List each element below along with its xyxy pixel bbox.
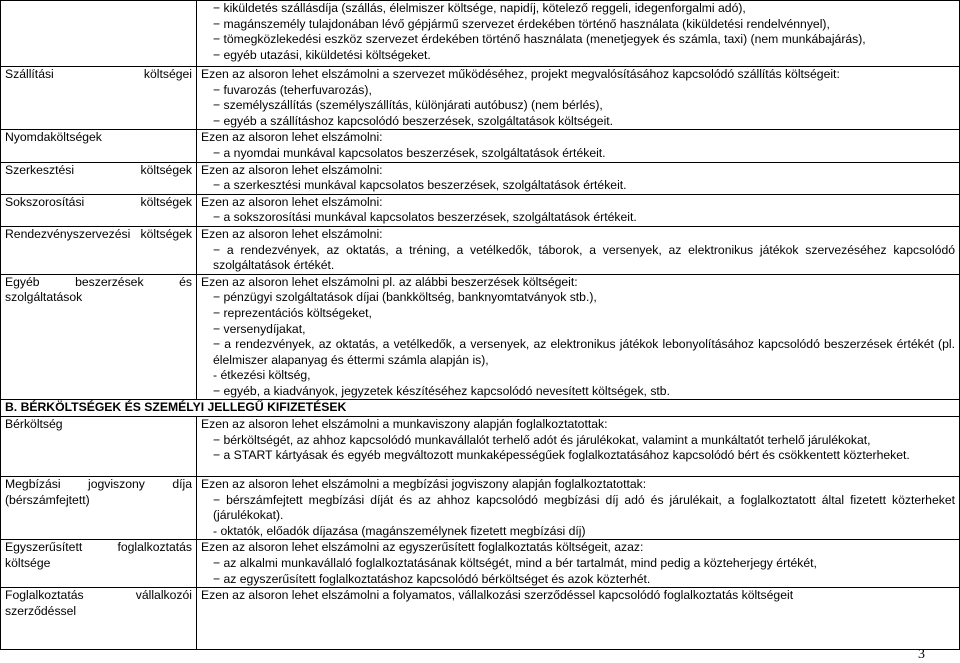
description-intro: Ezen az alsoron lehet elszámolni: bbox=[201, 162, 383, 177]
list-item: − fuvarozás (teherfuvarozás), bbox=[213, 82, 372, 97]
list-item: − személyszállítás (személyszállítás, különjárati autóbusz) (nem bérlés), bbox=[213, 98, 603, 113]
row-description bbox=[197, 130, 960, 162]
row-label: Rendezvényszervezési költségek bbox=[1, 226, 197, 274]
cost-table-section-b-header bbox=[1, 400, 960, 417]
row-description bbox=[197, 540, 960, 588]
table-row bbox=[1, 194, 960, 226]
list-item: − az alkalmi munkavállaló foglalkoztatásának költségét, mind a bér tartalmát, mind pedig a közteherjegy értékét, bbox=[213, 556, 817, 571]
list-item: − magánszemély tulajdonában lévő gépjármű szervezet érdekében történő használata (kiküldetési rendelvénnyel), bbox=[213, 16, 830, 31]
list-item: − versenydíjakat, bbox=[213, 321, 306, 336]
list-item: − a sokszorosítási munkával kapcsolatos beszerzések, szolgáltatások értékeit. bbox=[213, 210, 637, 225]
description-intro: Ezen az alsoron lehet elszámolni pl. az alábbi beszerzések költségeit: bbox=[201, 274, 578, 289]
table-row bbox=[1, 588, 960, 650]
row-label: Foglalkoztatás vállalkozói szerződéssel bbox=[1, 588, 197, 650]
table-row bbox=[1, 540, 960, 588]
list-item: − a rendezvények, az oktatás, a vetélkedők, a versenyek, az elektronikus játékok lebonyolításához kapcsolódó beszerzések értékét (pl. élelmiszer alapanyag és éttermi számla alapján is), bbox=[213, 337, 955, 367]
row-label bbox=[1, 1, 197, 67]
row-label: Sokszorosítási költségek bbox=[1, 194, 197, 226]
row-description bbox=[197, 1, 960, 67]
section-title: B. BÉRKÖLTSÉGEK ÉS SZEMÉLYI JELLEGŰ KIFIZETÉSEK bbox=[1, 400, 960, 417]
list-item: − egyéb a szállításhoz kapcsolódó beszerzések, szolgáltatások költségeit. bbox=[213, 113, 614, 128]
row-description bbox=[197, 67, 960, 130]
table-row bbox=[1, 477, 960, 540]
description-intro: Ezen az alsoron lehet elszámolni a folyamatos, vállalkozási szerződéssel kapcsolódó foglalkoztatás költségeit bbox=[201, 588, 794, 603]
list-item: − a rendezvények, az oktatás, a tréning, a vetélkedők, táborok, a versenyek, az elektronikus játékok szervezéséhez kapcsolódó szolgáltatások értékét. bbox=[213, 242, 955, 273]
table-row bbox=[1, 417, 960, 477]
row-label: Nyomdaköltségek bbox=[1, 130, 197, 162]
row-label: Szerkesztési költségek bbox=[1, 162, 197, 194]
table-row bbox=[1, 162, 960, 194]
row-label: Egyszerűsített foglalkoztatás költsége bbox=[1, 540, 197, 588]
description-intro: Ezen az alsoron lehet elszámolni a szervezet működéséhez, projekt megvalósításához kapcsolódó szállítás költségeit: bbox=[201, 67, 840, 81]
table-row bbox=[1, 274, 960, 400]
description-intro: Ezen az alsoron lehet elszámolni: bbox=[201, 130, 383, 145]
row-description bbox=[197, 477, 960, 540]
row-description bbox=[197, 226, 960, 274]
row-label: Egyéb beszerzések és szolgáltatások bbox=[1, 274, 197, 400]
description-intro: Ezen az alsoron lehet elszámolni a megbízási jogviszony alapján foglalkoztatottak: bbox=[201, 477, 647, 492]
row-description bbox=[197, 162, 960, 194]
table-row bbox=[1, 226, 960, 274]
cost-table-part-b bbox=[1, 417, 960, 650]
description-intro: Ezen az alsoron lehet elszámolni: bbox=[201, 226, 383, 241]
table-row bbox=[1, 1, 960, 67]
row-description bbox=[197, 194, 960, 226]
list-item: − bérköltségét, az ahhoz kapcsolódó munkavállalót terhelő adót és járulékokat, valamint a munkáltatót terhelő járulékokat, bbox=[213, 432, 871, 447]
row-description bbox=[197, 417, 960, 477]
table-row bbox=[1, 67, 960, 130]
row-label: Bérköltség bbox=[1, 417, 197, 477]
list-item: − egyéb utazási, kiküldetési költségeket. bbox=[213, 47, 431, 62]
row-description bbox=[197, 274, 960, 400]
description-intro: Ezen az alsoron lehet elszámolni a munkaviszony alapján foglalkoztatottak: bbox=[201, 417, 608, 432]
list-item: − tömegközlekedési eszköz szervezet érdekében történő használata (menetjegyek és számla, taxi) (nem munkábajárás), bbox=[213, 32, 866, 47]
description-intro: Ezen az alsoron lehet elszámolni az egyszerűsített foglalkoztatás költségeit, azaz: bbox=[201, 540, 644, 555]
list-item: − a nyomdai munkával kapcsolatos beszerzések, szolgáltatások értékeit. bbox=[213, 145, 606, 160]
list-item: − egyéb, a kiadványok, jegyzetek készítéséhez kapcsolódó nevesített költségek, stb. bbox=[213, 383, 670, 398]
list-item: − reprezentációs költségeket, bbox=[213, 305, 372, 320]
section-row bbox=[1, 400, 960, 417]
row-label: Megbízási jogviszony díja (bérszámfejtett) bbox=[1, 477, 197, 540]
cost-table-part-a bbox=[1, 1, 960, 400]
list-item: − pénzügyi szolgáltatások díjai (bankköltség, banknyomtatványok stb.), bbox=[213, 290, 597, 305]
page-number: 3 bbox=[918, 647, 925, 662]
list-item: − a START kártyásak és egyéb megváltozott munkaképességűek foglalkoztatásához kapcsolódó bért és csökkentett közterheket. bbox=[213, 448, 910, 463]
list-item: − a szerkesztési munkával kapcsolatos beszerzések, szolgáltatások értékeit. bbox=[213, 178, 627, 193]
row-description bbox=[197, 588, 960, 650]
list-item: - oktatók, előadók díjazása (magánszemélynek fizetett megbízási díj) bbox=[213, 523, 586, 538]
description-intro: Ezen az alsoron lehet elszámolni: bbox=[201, 194, 383, 209]
table-row bbox=[1, 130, 960, 162]
list-item: − az egyszerűsített foglalkoztatáshoz kapcsolódó bérköltséget és azok közterhét. bbox=[213, 571, 651, 586]
row-label: Szállítási költségei bbox=[1, 67, 197, 130]
list-item: - étkezési költség, bbox=[213, 368, 311, 383]
list-item: − bérszámfejtett megbízási díját és az ahhoz kapcsolódó megbízási díj adó és járulékait, a foglalkoztatott által fizetett közterheket (járulékokat). bbox=[213, 492, 955, 523]
list-item: − kiküldetés szállásdíja (szállás, élelmiszer költsége, napidíj, kötelező reggeli, idegenforgalmi adó), bbox=[213, 1, 746, 15]
